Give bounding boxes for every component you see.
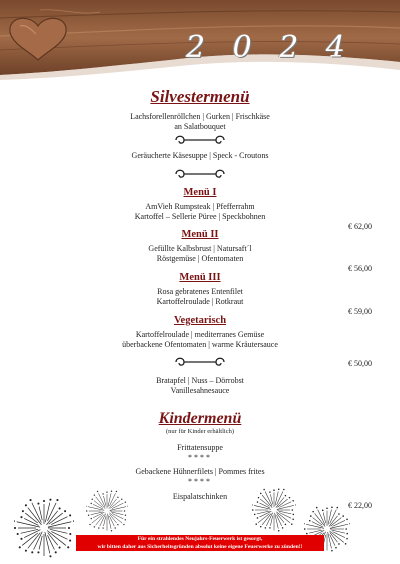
vegetarian-line-2: überbackene Ofentomaten | warme Kräutersauce [122, 340, 278, 349]
menu-1-title: Menü I [183, 187, 217, 198]
year-heading: 2 0 2 4 [186, 30, 354, 65]
menu-2-line-1: Gefüllte Kalbsbrust | Natursaft´l [148, 244, 252, 253]
menu-1-line-2: Kartoffel – Sellerie Püree | Speckbohnen [134, 212, 266, 221]
menu-3-title: Menü III [179, 272, 221, 283]
silvester-title: Silvestermenü [150, 87, 250, 106]
kinder-separator: **** [188, 477, 212, 486]
menu-1-line-1: AmVieh Rumpsteak | Pfefferrahm [145, 202, 255, 211]
menu-3-line-1: Rosa gebratenes Entenfilet [157, 287, 243, 296]
dessert-line-1: Bratapfel | Nuss – Dörrobst [156, 376, 244, 385]
kinder-course-2: Gebackene Hühnerfilets | Pommes frites [135, 467, 265, 476]
menu-2-line-2: Röstgemüse | Ofentomaten [156, 254, 244, 263]
menu-1-price: € 62,00 [348, 222, 372, 231]
vegetarian-line-1: Kartoffelroulade | mediterranes Gemüse [135, 330, 265, 339]
firework-icon [86, 490, 128, 532]
menu-3-price: € 59,00 [348, 307, 372, 316]
menu-2-title: Menü II [181, 229, 219, 240]
dessert-line-2: Vanillesahnesauce [170, 386, 230, 395]
soup-line: Geräucherte Käsesuppe | Speck - Croutons [131, 151, 269, 160]
starter-line-2: an Salatbouquet [174, 122, 226, 131]
menu-3-line-2: Kartoffelroulade | Rotkraut [156, 297, 244, 306]
notice-line-1: Für ein strahlendes Neujahrs-Feuerwerk ist gesorgt, [137, 536, 263, 542]
kinder-course-1: Frittatensuppe [177, 443, 223, 452]
kinder-title: Kindermenü [158, 410, 242, 427]
firework-icon [14, 498, 74, 558]
vegetarian-title: Vegetarisch [173, 315, 227, 326]
fireworks-notice [76, 535, 324, 551]
kinder-subtitle: (nur für Kinder erhältlich) [165, 428, 235, 435]
firework-icon [252, 488, 296, 532]
kinder-price: € 22,00 [348, 501, 372, 510]
vegetarian-price: € 50,00 [348, 359, 372, 368]
ornament-divider [172, 356, 228, 368]
notice-line-2: wir bitten daher aus Sicherheitsgründen absolut keine eigene Feuerwerke zu zünden!! [97, 544, 303, 550]
ornament-divider [172, 134, 228, 146]
kinder-separator: **** [188, 453, 212, 462]
starter-line-1: Lachsforellenröllchen | Gurken | Frischkäse [130, 112, 270, 121]
menu-2-price: € 56,00 [348, 264, 372, 273]
kinder-course-3: Eispalatschinken [172, 492, 228, 501]
ornament-divider [172, 168, 228, 180]
